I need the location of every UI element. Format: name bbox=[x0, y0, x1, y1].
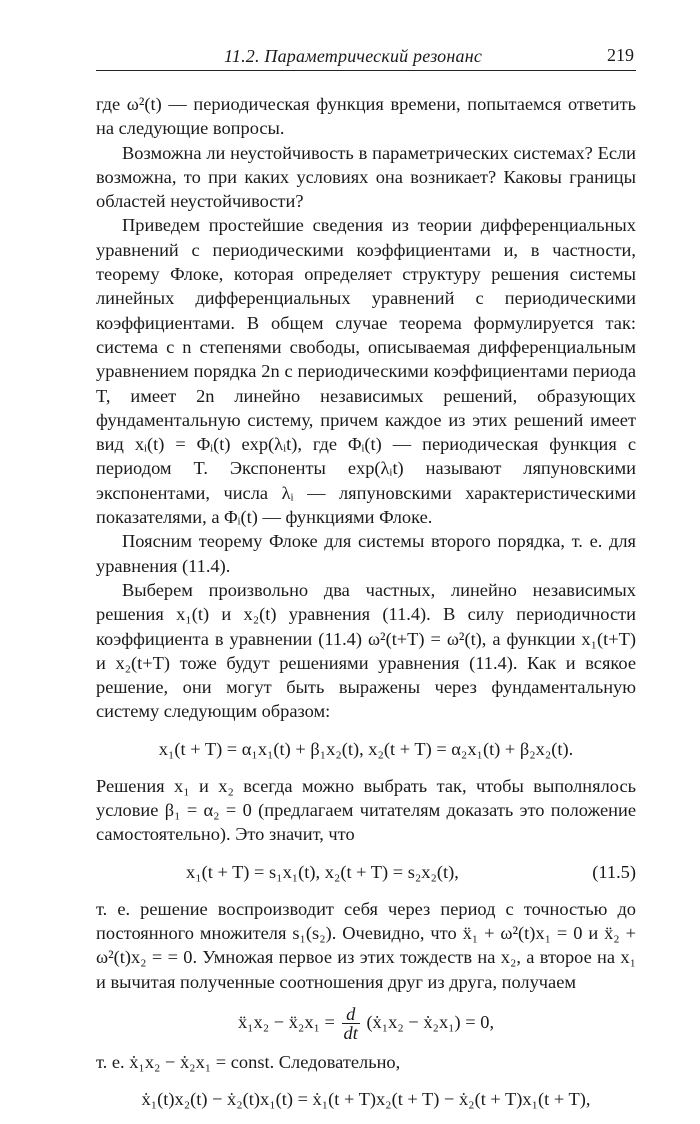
equation-solutions-expansion bbox=[96, 724, 636, 774]
equation-11-5-text: x₁(t + T) = s₁x₁(t), x₂(t + T) = s₂x₂(t), bbox=[186, 861, 459, 882]
equation-11-5 bbox=[96, 847, 636, 897]
paragraph-2: Возможна ли неустойчивость в параметрических системах? Если возможна, то при каких условиях она возникает? Каковы границы областей неустойчивости? bbox=[96, 142, 636, 212]
page-number: 219 bbox=[607, 45, 634, 65]
equation-wronskian-derivative bbox=[96, 994, 636, 1050]
paragraph-1: где ω²(t) — периодическая функция времени, попытаемся ответить на следующие вопросы. bbox=[96, 94, 636, 139]
equation-4-text: ẋ₁(t)x₂(t) − ẋ₂(t)x₁(t) = ẋ₁(t + T)x₂(t + T) − ẋ₂(t + T)x₁(t + T), bbox=[141, 1089, 591, 1110]
fraction-numerator: d bbox=[342, 1005, 360, 1024]
paragraph-4: Поясним теорему Флоке для системы второго порядка, т. е. для уравнения (11.4). bbox=[96, 531, 636, 576]
fraction-denominator: dt bbox=[343, 1023, 358, 1044]
paragraph-8: т. е. ẋ₁x₂ − ẋ₂x₁ = const. Следовательно, bbox=[96, 1051, 401, 1072]
equation-3-left: ẍ₁x₂ − ẍ₂x₁ = bbox=[237, 1011, 335, 1032]
paragraph-3: Приведем простейшие сведения из теории дифференциальных уравнений с периодическими коэффициентами и, в частности, теорему Флоке, которая определяет структуру решения системы линейных дифференциальных уравнений с периодическими коэффициентами. В общем случае теорема формулируется так: система с n степенями свободы, описываемая дифференциальным уравнением порядка 2n с периодическими коэффициентами периода T, имеет 2n линейно независимых решений, образующих фундаментальную систему, причем каждое из этих решений имеет вид xᵢ(t) = Φᵢ(t) exp(λᵢt), где Φᵢ(t) — периодическая функция с периодом T. Экспоненты exp(λᵢt) называют ляпуновскими экспонентами, числа λᵢ — ляпуновскими характеристическими показателями, а Φᵢ(t) — функциями Флоке. bbox=[96, 215, 636, 528]
paragraph-5: Выберем произвольно два частных, линейно независимых решения x₁(t) и x₂(t) уравнения (11.4). В силу периодичности коэффициента в уравнении (11.4) ω²(t+T) = ω²(t), а функции x₁(t+T) и x₂(t+T) тоже будут решениями уравнения (11.4). Как и всякое решение, они могут быть выражены через фундаментальную систему следующим образом: bbox=[96, 579, 636, 722]
running-title: 11.2. Параметрический резонанс bbox=[224, 46, 483, 66]
paragraph-6: Решения x₁ и x₂ всегда можно выбрать так, чтобы выполнялось условие β₁ = α₂ = 0 (предлагаем читателям доказать это положение самостоятельно). Это значит, что bbox=[96, 775, 636, 845]
equation-1-text: x₁(t + T) = α₁x₁(t) + β₁x₂(t), x₂(t + T) = α₂x₁(t) + β₂x₂(t). bbox=[158, 738, 574, 759]
equation-3-right: (ẋ₁x₂ − ẋ₂x₁) = 0, bbox=[366, 1011, 495, 1032]
running-header bbox=[96, 44, 636, 71]
paragraph-7: т. е. решение воспроизводит себя через период с точностью до постоянного множителя s₁(s₂). Очевидно, что ẍ₁ + ω²(t)x₁ = 0 и ẍ₂ + ω²(t)x₂ = = 0. Умножая первое из этих тождеств на x₂, а второе на x₁ и вычитая полученные соотношения друг из друга, получаем bbox=[96, 898, 636, 992]
equation-wronskian-periodic bbox=[96, 1074, 636, 1124]
derivative-fraction bbox=[342, 1005, 360, 1042]
page-body bbox=[96, 92, 636, 1124]
equation-number: (11.5) bbox=[592, 861, 636, 882]
